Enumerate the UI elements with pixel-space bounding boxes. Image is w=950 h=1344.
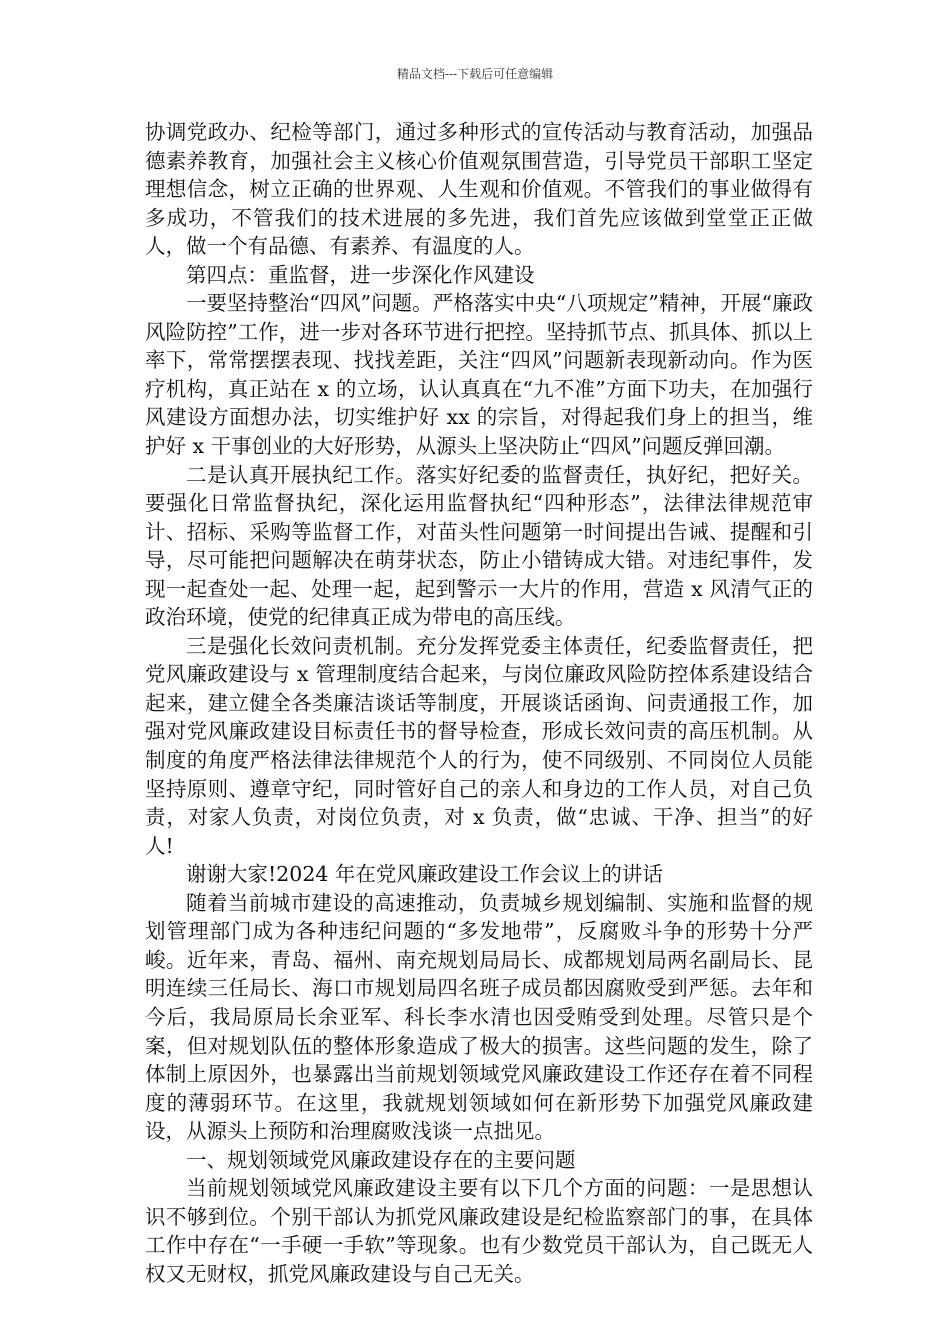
paragraph-four-winds: 一要坚持整治“四风”问题。严格落实中央“八项规定”精神，开展“廉政风险防控”工作，进一步对各环节进行把控。坚持抓节点、抓具体、抓以上率下，常常摆摆表现、找找差距，关注“四风”问题新表现新动向。作为医疗机构，真正站在 x 的立场，认认真真在“九不准”方面下功夫，在加强行风建设方面想办法，切实维护好 xx 的宗旨，对得起我们身上的担当，维护好 x 干事创业的大好形势，从源头上坚决防止“四风”问题反弹回潮。 xyxy=(145,291,813,459)
document-body xyxy=(145,118,813,1288)
speech-title: 谢谢大家!2024 年在党风廉政建设工作会议上的讲话 xyxy=(186,862,663,887)
paragraph-continuation: 协调党政办、纪检等部门，通过多种形式的宣传活动与教育活动，加强品德素养教育，加强社会主义核心价值观氛围营造，引导党员干部职工坚定理想信念，树立正确的世界观、人生观和价值观。不管我们的事业做得有多成功，不管我们的技术进展的多先进，我们首先应该做到堂堂正正做人，做一个有品德、有素养、有温度的人。 xyxy=(145,120,813,259)
paragraph-discipline: 二是认真开展执纪工作。落实好纪委的监督责任，执好纪，把好关。要强化日常监督执纪，深化运用监督执纪“四种形态”，法律法律规范审计、招标、采购等监督工作，对苗头性问题第一时间提出告诫、提醒和引导，尽可能把问题解决在萌芽状态，防止小错铸成大错。对违纪事件，发现一起查处一起、处理一起，起到警示一大片的作用，营造 x 风清气正的政治环境，使党的纪律真正成为带电的高压线。 xyxy=(145,462,813,630)
section-heading-main-problems: 一、规划领域党风廉政建设存在的主要问题 xyxy=(186,1147,576,1172)
paragraph-intro: 随着当前城市建设的高速推动，负责城乡规划编制、实施和监督的规划管理部门成为各种违纪问题的“多发地带”，反腐败斗争的形势十分严峻。近年来，青岛、福州、南充规划局局长、成都规划局两名副局长、昆明连续三任局长、海口市规划局四名班子成员都因腐败受到严惩。去年和今后，我局原局长余亚军、科长李水清也因受贿受到处理。尽管只是个案，但对规划队伍的整体形象造成了极大的损害。这些问题的发生，除了体制上原因外，也暴露出当前规划领域党风廉政建设工作还存在着不同程度的薄弱环节。在这里，我就规划领域如何在新形势下加强党风廉政建设，从源头上预防和治理腐败浅谈一点拙见。 xyxy=(145,890,813,1144)
paragraph-problems: 当前规划领域党风廉政建设主要有以下几个方面的问题：一是思想认识不够到位。个别干部认为抓党风廉政建设是纪检监察部门的事，在具体工作中存在“一手硬一手软”等现象。也有少数党员干部认为，自己既无人权又无财权，抓党风廉政建设与自己无关。 xyxy=(145,1176,813,1286)
section-heading-fourth-point: 第四点：重监督，进一步深化作风建设 xyxy=(186,262,535,287)
page-header: 精品文档---下载后可任意编辑 xyxy=(396,67,554,81)
paragraph-accountability: 三是强化长效问责机制。充分发挥党委主体责任，纪委监督责任，把党风廉政建设与 x 管理制度结合起来，与岗位廉政风险防控体系建设结合起来，建立健全各类廉洁谈话等制度，开展谈话函询、问责通报工作，加强对党风廉政建设目标责任书的督导检查，形成长效问责的高压机制。从制度的角度严格法律法律规范个人的行为，使不同级别、不同岗位人员能坚持原则、遵章守纪，同时管好自己的亲人和身边的工作人员，对自己负责，对家人负责，对岗位负责，对 x 负责，做“忠诚、干净、担当”的好人! xyxy=(145,633,813,858)
